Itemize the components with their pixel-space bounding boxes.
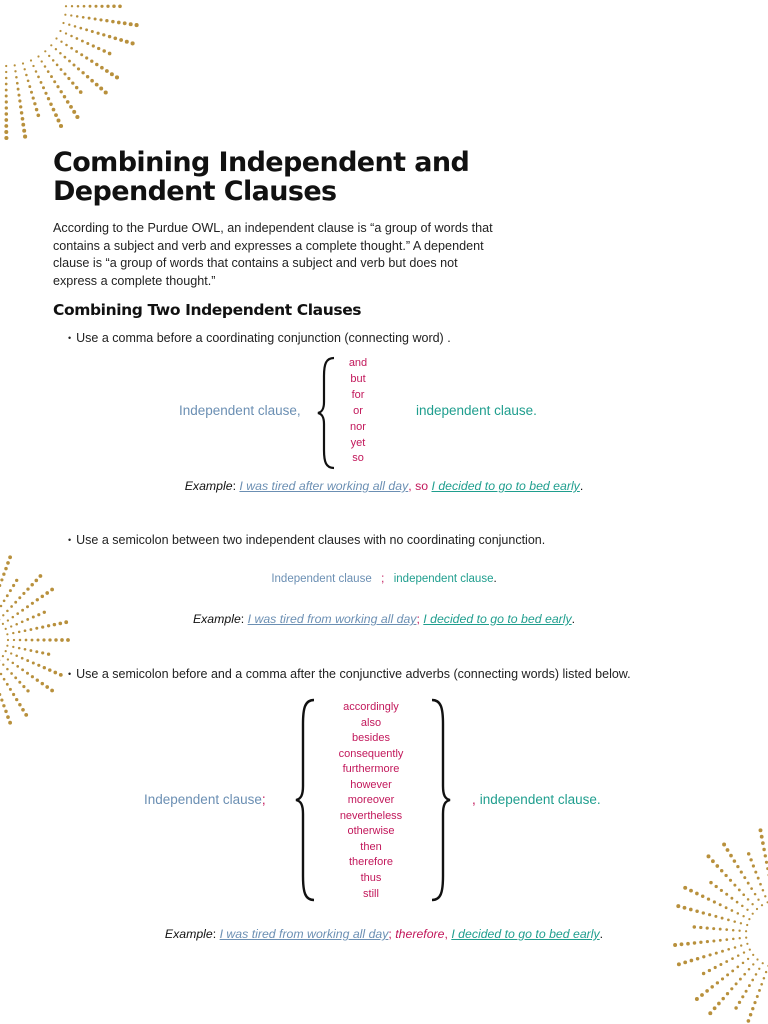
rule-3-left-clause: Independent clause: [144, 792, 262, 807]
example-connector: , so: [408, 479, 432, 493]
bullet-icon: •: [68, 669, 72, 679]
left-curly-brace-icon: [316, 356, 338, 470]
rule-3-bullet: [68, 667, 631, 681]
rule-2-bullet: [68, 533, 545, 547]
conjunction-item: so: [352, 452, 364, 465]
page-title: [53, 148, 469, 206]
rule-3-right-punct: ,: [472, 792, 476, 807]
intro-paragraph: According to the Purdue OWL, an independent clause is “a group of words that contains a subject and verb and expresses a complete thought.” A dependent clause is “a group of words that contains a subject and verb but does not express a complete thought.”: [53, 221, 493, 288]
adverb-item: therefore: [348, 856, 394, 869]
rule-1-example: Example: I was tired after working all day, so I decided to go to bed early.: [184, 479, 584, 493]
sunburst-ornament-icon: [640, 824, 768, 1024]
rule-1-text: Use a comma before a coordinating conjunction (connecting word) .: [76, 331, 451, 345]
adverb-item: consequently: [338, 747, 404, 760]
rule-2-pattern: Independent clause ; independent clause.: [271, 573, 497, 585]
example-clause-2: I decided to go to bed early: [423, 612, 572, 626]
rule-2-left-clause: Independent clause: [271, 573, 372, 585]
adverb-item: thus: [360, 872, 382, 885]
example-clause-1: I was tired from working all day: [247, 612, 417, 626]
section-heading: Combining Two Independent Clauses: [53, 301, 362, 319]
example-adverb: therefore: [395, 927, 445, 941]
conjunction-list: [338, 356, 378, 467]
adverb-item: however: [350, 778, 392, 791]
conjunctive-adverb-list: [322, 700, 420, 902]
bullet-icon: •: [68, 535, 72, 545]
rule-3-right-clause-group: [472, 792, 601, 807]
conjunction-item: and: [348, 357, 368, 369]
example-clause-2: I decided to go to bed early: [431, 479, 580, 493]
rule-3-left-clause-group: [144, 792, 266, 807]
rule-1-right-clause: independent clause.: [416, 403, 537, 418]
rule-3-example: Example: I was tired from working all day; therefore, I decided to go to bed early.: [164, 927, 604, 941]
adverb-item: nevertheless: [339, 809, 403, 822]
adverb-item: besides: [352, 732, 390, 745]
example-clause-1: I was tired after working all day: [239, 479, 409, 493]
example-clause-1: I was tired from working all day: [219, 927, 389, 941]
example-label: Example: [184, 479, 233, 493]
example-connector: ;: [416, 612, 424, 626]
conjunction-item: yet: [350, 436, 366, 449]
page-title-line-1: Combining Independent and: [53, 147, 470, 178]
rule-2-example: Example: I was tired from working all day; I decided to go to bed early.: [192, 612, 576, 626]
rule-2-text: Use a semicolon between two independent clauses with no coordinating conjunction.: [76, 533, 546, 547]
conjunction-item: nor: [350, 420, 366, 433]
conjunction-item: for: [351, 388, 365, 401]
adverb-item: furthermore: [342, 763, 400, 776]
example-clause-2: I decided to go to bed early: [451, 927, 600, 941]
left-curly-brace-icon: [294, 698, 318, 902]
example-label: Example: [164, 927, 213, 941]
page-title-line-2: Dependent Clauses: [53, 176, 337, 207]
adverb-item: otherwise: [347, 825, 395, 838]
conjunction-item: but: [350, 372, 366, 385]
rule-2-right-clause: independent clause: [393, 573, 494, 585]
rule-3-text: Use a semicolon before and a comma after the conjunctive adverbs (connecting words) listed below.: [76, 667, 631, 681]
right-curly-brace-icon: [428, 698, 452, 902]
sunburst-ornament-icon: [0, 0, 170, 145]
rule-1-bullet: [68, 331, 451, 345]
adverb-item: then: [360, 840, 382, 853]
rule-1-left-clause: Independent clause,: [179, 403, 301, 418]
conjunction-item: or: [353, 404, 363, 417]
example-label: Example: [192, 612, 241, 626]
rule-3-left-punct: ;: [261, 792, 266, 807]
bullet-icon: •: [68, 333, 72, 343]
adverb-item: still: [363, 887, 379, 900]
rule-3-right-clause: independent clause.: [479, 792, 601, 807]
adverb-item: also: [360, 716, 382, 729]
adverb-item: accordingly: [343, 701, 399, 713]
rule-2-separator: ;: [381, 573, 385, 585]
adverb-item: moreover: [347, 794, 395, 807]
